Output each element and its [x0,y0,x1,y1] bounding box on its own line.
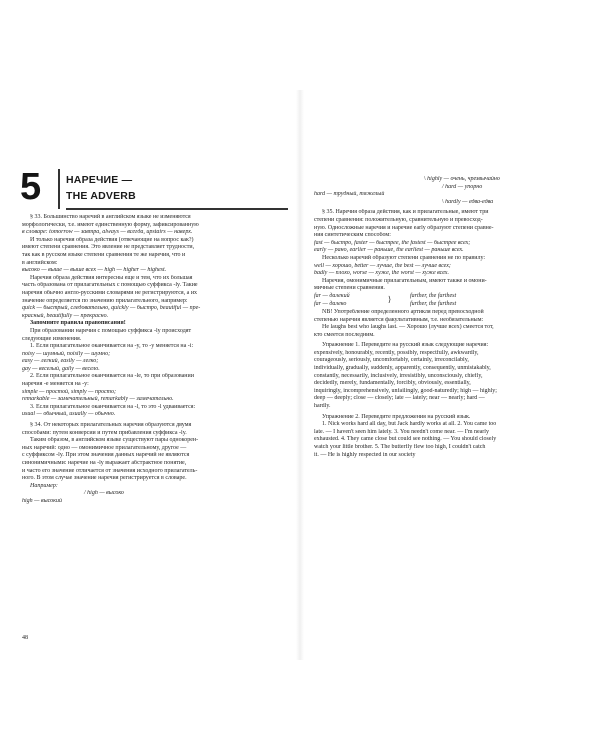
paragraph-line: He laughs best who laughs last. — Хорошо (лучше всех) смеется тот, [322,324,494,331]
paragraph-line: в английском: [22,259,58,266]
paragraph-line: следующие изменения. [22,335,82,342]
paragraph-line: deep — deeply; close — closely; late — lately; near — nearly; hard — [314,395,485,402]
paragraph-line: высоко — выше — выше всех — high — higher — highest. [22,267,167,274]
chapter-title [66,172,136,204]
paragraph-line: ных наречий: одно — омонимичное прилагательному, другое — [22,444,187,451]
paragraph-line: ную. Односложные наречия и наречие early образуют степени сравне- [314,224,494,231]
comparison-diagram [314,293,584,309]
chapter-title-ru: НАРЕЧИЕ — [66,174,133,186]
arrow-icon: ⟩ [388,294,392,304]
paragraph-line: 1. Nick works hard all day, but Jack hardly works at all. 2. You came too [322,421,497,428]
paragraph-line: И только наречия образа действия (отвечающие на вопрос как?) [30,236,194,243]
paragraph-line: ния синтетическим способом: [314,232,391,239]
comparison-form: far — далекий [314,292,350,299]
paragraph-line: морфологически, т.е. имеют единственную форму, зафиксированную [22,221,199,228]
adverb-pair-line: / high — высоко [84,490,124,497]
paragraph-line: Наречия, омонимичные прилагательным, имеют также и омони- [322,277,487,284]
paragraph-line: usual — обычный, usually — обычно. [22,411,116,418]
right-text-column [314,176,584,459]
paragraph-line: мичные степени сравнения. [314,285,385,292]
paragraph-line: § 34. От некоторых прилагательных наречия образуются двумя [30,422,192,429]
paragraph-line: easy — легкий, easily — легко; [22,358,99,365]
paragraph-line: синонимичными: наречие на -ly выражает абстрактное понятие, [22,460,187,466]
paragraph-line: 1. Если прилагательное оканчивается на -y, то -y меняется на -i: [30,343,194,350]
paragraph-line: значение определяется по значению прилагательного, например: [22,297,188,304]
paragraph-line: hardly. [314,403,331,410]
paragraph-line: Наречия образа действия интересны еще и тем, что их большая [30,274,193,281]
page-number: 48 [22,635,28,641]
paragraph-line: late. — I haven't seen him lately. 3. You needn't come near. — I'm nearly [314,428,489,435]
adverb-pair-line: hard — трудный, тяжелый [314,191,385,198]
paragraph-line: ного. В этом случае значение наречия регистрируется в словаре. [22,475,187,482]
chapter-number: 5 [20,166,42,208]
paragraph-line: § 35. Наречия образа действия, как и прилагательные, имеют три [322,209,489,216]
paragraph-line: Упражнение 1. Переведите на русский язык следующие наречия: [322,342,489,349]
paragraph-line: Несколько наречий образуют степени сравнения не по правилу: [322,254,486,261]
paragraph-line: watch your little brother. 5. The butterfly flew too high, I couldn't catch [314,444,486,450]
paragraph-line: individually, gradually, suddenly, apparently, consequently, unmistakably, [314,365,491,372]
chapter-title-en: THE ADVERB [66,190,136,202]
paragraph-line: quick — быстрый, следовательно, quickly — быстро, beautiful — пре- [22,305,201,312]
paragraph-line: Таким образом, в английском языке существуют пары однокорен- [30,437,199,444]
paragraph-line: gay — веселый, gaily — весело. [22,365,100,372]
paragraph-line: способами: путем конверсии и путем прибавления суффикса -ly. [22,429,187,436]
adverb-pair-line: \ hardly — едва-едва [442,198,494,205]
paragraph-line: badly — плохо, worse — хуже, the worst — хуже всех. [314,270,449,277]
paragraph-line: Упражнение 2. Переведите предложения на русский язык. [322,413,471,420]
left-text-column [22,214,278,506]
paragraph-line: Например: [30,482,58,489]
paragraph-line: часть образована от прилагательных с помощью суффикса -ly. Такие [22,282,198,289]
chapter-underline [66,208,288,210]
paragraph-line: 2. Если прилагательное оканчивается на -le, то при образовании [30,373,194,380]
paragraph-line: с суффиксом -ly. При этом значения данных наречий не являются [22,452,190,459]
paragraph-line: remarkable — замечательный, remarkably — замечательно. [22,396,174,403]
paragraph-line: simple — простой, simply — просто; [22,388,116,395]
paragraph-line: красный, beautifully — прекрасно. [22,312,109,319]
paragraph-line: При образовании наречия с помощью суффикса -ly происходят [30,327,192,334]
paragraph-line: и часто его значение отличается от значения исходного прилагатель- [22,467,198,474]
comparison-form: far — далеко [314,300,347,307]
adverb-pair-line: high — высокий [22,497,62,504]
paragraph-line: NB! Употребление определенного артикля перед превосходной [322,308,484,315]
paragraph-line: 3. Если прилагательное оканчивается на -l, то это -l удваивается: [30,403,196,410]
adverb-pair-line: \ highly — очень, чрезвычайно [424,176,500,182]
paragraph-line: inquiringly, incomprehensively, unfailingly, good-naturedly; high — highly; [314,387,497,394]
paragraph-line: наречия обычно англо-русскими словарями не регистрируются, а их [22,289,198,296]
chapter-heading [20,166,288,209]
paragraph-line: constantly, necessarily, inclusively, irresistibly, unconsciously, chiefly, [314,372,483,379]
paragraph-line: § 33. Большинство наречий в английском языке не изменяются [30,214,191,220]
paragraph-line: кто смеется последним. [314,331,375,338]
comparison-form: farther, the farthest [410,292,457,299]
paragraph-line: expensively, honourably, recently, possibly, respectfully, awkwardly, [314,349,479,356]
chapter-divider [58,169,60,209]
paragraph-line: степени сравнения: положительную, сравнительную и превосход- [314,216,483,223]
paragraph-line: имеют степени сравнения. Это явление не представляет трудности, [22,244,195,251]
paragraph-line: степенью наречия является факультативным, т.е. необязательным: [314,316,484,323]
paragraph-line: early — рано, earlier — раньше, the earliest — раньше всех. [314,247,464,254]
paragraph-line: fast — быстро, faster — быстрее, the fastest — быстрее всех; [314,239,471,246]
paragraph-line: courageously, seriously, uncomfortably, certainly, irreconcilably, [314,357,469,364]
paragraph-line: наречия -e меняется на -y: [22,381,89,388]
paragraph-line: так как в русском языке степени сравнения те же наречия, что и [22,251,186,258]
paragraph-line: Запомните правила правописания! [30,320,126,327]
paragraph-line: decidedly, merely, fundamentally, forcibly, obviously, essentially, [314,380,471,387]
paragraph-line: noisy — шумный, noisily — шумно; [22,350,111,357]
paragraph-line: it. — He is highly respected in our society [314,451,416,458]
right-page [300,0,600,750]
comparison-form: further, the furthest [410,300,457,307]
paragraph-line: в словаре: tomorrow — завтра, always — всегда, upstairs — наверх. [22,229,193,236]
adverb-pair-line: / hard — упорно [442,183,483,190]
paragraph-line: well — хорошо, better — лучше, the best — лучше всех; [314,262,451,269]
paragraph-line: exhausted. 4. They came close but could see nothing. — You should closely [314,436,497,443]
